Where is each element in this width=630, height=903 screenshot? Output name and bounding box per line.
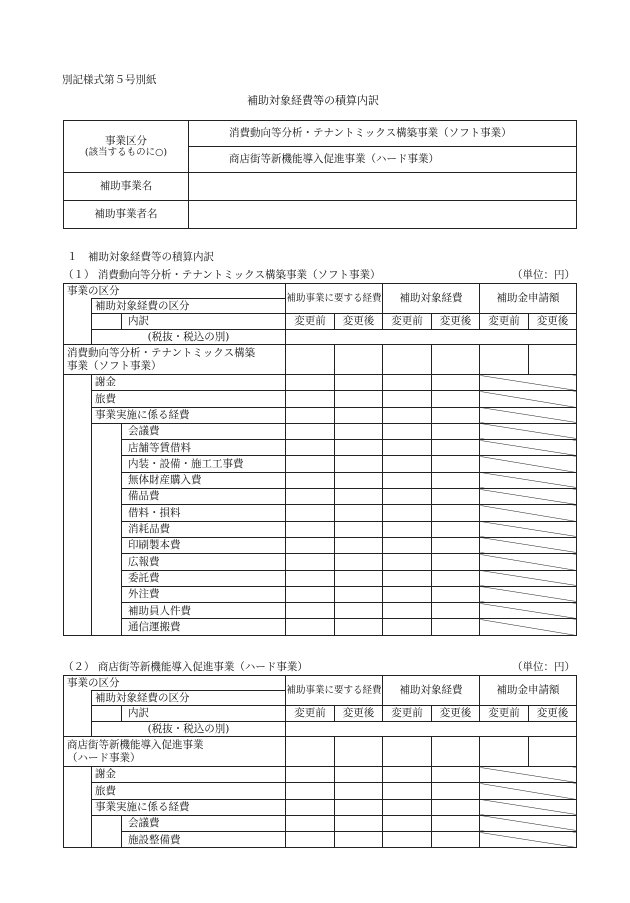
amount-cell[interactable] [432,783,480,799]
amount-cell[interactable] [335,521,383,537]
table-row [64,799,577,815]
amount-cell[interactable] [335,489,383,505]
table-row [64,586,577,602]
table-row [64,619,577,635]
amount-cell[interactable] [432,345,480,375]
header-required-cost: 補助事業に要する経費 [286,284,383,314]
amount-cell[interactable] [383,472,432,488]
table-row [64,423,577,439]
amount-cell[interactable] [432,391,480,407]
amount-cell[interactable] [335,423,383,439]
amount-cell[interactable] [335,456,383,472]
expense-sub-label: 施設整備費 [122,832,286,848]
table-row [64,815,577,831]
amount-cell[interactable] [383,505,432,521]
header-category: 事業の区分 [64,676,286,691]
expense-sub-label: 内装・設備・施工工事費 [122,456,286,472]
expense-sub-label: 委託費 [122,570,286,586]
table-row [64,440,577,456]
expense-label: 事業実施に係る経費 [92,407,286,423]
amount-cell[interactable] [335,737,383,767]
expense-sub-label: 消耗品費 [122,521,286,537]
amount-cell[interactable] [286,554,335,570]
amount-cell[interactable] [286,407,335,423]
header-before: 変更前 [286,706,335,722]
amount-cell[interactable] [432,619,480,635]
option-hard[interactable]: 商店街等新機能導入促進事業（ハード事業） [189,147,577,173]
amount-cell[interactable] [286,489,335,505]
table-row [64,603,577,619]
na-cell [480,505,577,521]
expense-label: 事業実施に係る経費 [92,799,286,815]
amount-cell[interactable] [432,586,480,602]
na-cell [480,832,577,848]
table-row [64,456,577,472]
na-cell [480,423,577,439]
table-row [64,783,577,799]
header-after: 変更後 [335,706,383,722]
table-row [64,521,577,537]
na-cell [480,472,577,488]
amount-cell[interactable] [432,815,480,831]
amount-cell[interactable] [335,783,383,799]
amount-cell[interactable] [335,505,383,521]
na-cell [480,440,577,456]
expense-sub-label: 印刷製本費 [122,537,286,553]
amount-cell[interactable] [529,345,577,375]
table-row [64,407,577,423]
header-tax-note: (税抜・税込の別) [92,330,286,345]
amount-cell[interactable] [383,407,432,423]
option-soft[interactable]: 消費動向等分析・テナントミックス構築事業（ソフト事業） [189,121,577,147]
amount-cell[interactable] [432,799,480,815]
header-category: 事業の区分 [64,284,286,299]
amount-cell[interactable] [432,737,480,767]
amount-cell[interactable] [383,554,432,570]
expense-label: 謝金 [92,767,286,783]
amount-cell[interactable] [335,619,383,635]
amount-cell[interactable] [335,603,383,619]
amount-cell[interactable] [383,737,432,767]
amount-cell[interactable] [335,537,383,553]
na-cell [480,375,577,391]
amount-cell[interactable] [335,472,383,488]
header-required-cost: 補助事業に要する経費 [286,676,383,706]
amount-cell[interactable] [335,832,383,848]
header-after: 変更後 [432,314,480,330]
business-name: 消費動向等分析・テナントミックス構築 事業（ソフト事業） [64,345,286,375]
expense-label: 謝金 [92,375,286,391]
document-title: 補助対象経費等の積算内訳 [247,94,379,107]
na-cell [480,603,577,619]
amount-cell[interactable] [335,391,383,407]
amount-cell[interactable] [335,407,383,423]
header-before: 変更前 [383,314,432,330]
form-label: 別記様式第５号別紙 [62,74,157,86]
amount-cell[interactable] [286,570,335,586]
expense-sub-label: 外注費 [122,586,286,602]
amount-cell[interactable] [286,423,335,439]
amount-cell[interactable] [383,521,432,537]
amount-cell[interactable] [432,767,480,783]
amount-cell[interactable] [432,603,480,619]
amount-cell[interactable] [286,440,335,456]
amount-cell[interactable] [286,472,335,488]
amount-cell[interactable] [383,586,432,602]
cost-table-hard [63,675,577,848]
expense-sub-label: 借料・損料 [122,505,286,521]
expense-sub-label: 備品費 [122,489,286,505]
amount-cell[interactable] [432,521,480,537]
expense-sub-label: 会議費 [122,815,286,831]
business-name: 商店街等新機能導入促進事業 （ハード事業） [64,737,286,767]
amount-cell[interactable] [432,832,480,848]
header-detail: 内訳 [122,706,286,722]
table-row [64,832,577,848]
amount-cell[interactable] [286,505,335,521]
amount-cell[interactable] [432,570,480,586]
amount-cell[interactable] [383,345,432,375]
amount-cell[interactable] [383,440,432,456]
na-cell [480,783,577,799]
amount-cell[interactable] [335,440,383,456]
table-row [64,391,577,407]
amount-cell[interactable] [383,783,432,799]
expense-sub-label: 通信運搬費 [122,619,286,635]
amount-cell[interactable] [286,767,335,783]
header-grant-request: 補助金申請額 [480,284,577,314]
amount-cell[interactable] [383,391,432,407]
amount-cell[interactable] [432,472,480,488]
amount-cell[interactable] [286,815,335,831]
table-row [64,537,577,553]
amount-cell[interactable] [286,832,335,848]
cost-table-soft [63,283,577,636]
section1-subheading: （１） 消費動向等分析・テナントミックス構築事業（ソフト事業） [63,269,381,281]
header-before: 変更前 [383,706,432,722]
amount-cell[interactable] [383,375,432,391]
table-row [64,472,577,488]
amount-cell[interactable] [335,799,383,815]
header-before: 変更前 [286,314,335,330]
amount-cell[interactable] [383,815,432,831]
section1-unit: （単位：円） [512,269,575,281]
amount-cell[interactable] [286,619,335,635]
business-type-cell [64,121,189,173]
na-cell [480,489,577,505]
na-cell [480,815,577,831]
amount-cell[interactable] [383,537,432,553]
na-cell [480,799,577,815]
na-cell [480,554,577,570]
expense-label: 旅費 [92,391,286,407]
table-row [64,570,577,586]
amount-cell[interactable] [286,783,335,799]
expense-label: 旅費 [92,783,286,799]
amount-cell[interactable] [432,423,480,439]
amount-cell[interactable] [480,737,529,767]
operator-field[interactable] [189,201,577,229]
header-tax-note: (税抜・税込の別) [92,722,286,737]
na-cell [480,767,577,783]
header-expense-category: 補助対象経費の区分 [92,691,286,706]
amount-cell[interactable] [432,505,480,521]
table-row [64,375,577,391]
amount-cell[interactable] [383,570,432,586]
project-name-field[interactable] [189,173,577,201]
header-detail: 内訳 [122,314,286,330]
operator-label: 補助事業者名 [64,201,189,229]
expense-sub-label: 会議費 [122,423,286,439]
amount-cell[interactable] [286,537,335,553]
amount-cell[interactable] [432,489,480,505]
amount-cell[interactable] [383,456,432,472]
header-before: 変更前 [480,314,529,330]
amount-cell[interactable] [383,799,432,815]
amount-cell[interactable] [286,603,335,619]
amount-cell[interactable] [383,603,432,619]
amount-cell[interactable] [286,375,335,391]
amount-cell[interactable] [286,521,335,537]
amount-cell[interactable] [335,554,383,570]
business-type-note: (該当するものに○) [84,147,168,159]
amount-cell[interactable] [286,737,335,767]
header-after: 変更後 [335,314,383,330]
amount-cell[interactable] [335,375,383,391]
amount-cell[interactable] [335,767,383,783]
amount-cell[interactable] [480,345,529,375]
section2-unit: （単位：円） [512,661,575,673]
project-name-label: 補助事業名 [64,173,189,201]
na-cell [480,586,577,602]
amount-cell[interactable] [383,767,432,783]
header-after: 変更後 [432,706,480,722]
na-cell [480,391,577,407]
expense-sub-label: 無体財産購入費 [122,472,286,488]
header-after: 変更後 [529,314,577,330]
na-cell [480,619,577,635]
na-cell [480,570,577,586]
amount-cell[interactable] [286,391,335,407]
header-grant-request: 補助金申請額 [480,676,577,706]
na-cell [480,521,577,537]
amount-cell[interactable] [335,815,383,831]
table-row [64,554,577,570]
header-expense-category: 補助対象経費の区分 [92,299,286,314]
amount-cell[interactable] [383,489,432,505]
amount-cell[interactable] [286,799,335,815]
expense-sub-label: 店舗等賃借料 [122,440,286,456]
amount-cell[interactable] [383,832,432,848]
amount-cell[interactable] [286,345,335,375]
header-eligible-cost: 補助対象経費 [383,284,480,314]
table-row [64,489,577,505]
amount-cell[interactable] [335,345,383,375]
header-after: 変更後 [529,706,577,722]
amount-cell[interactable] [335,586,383,602]
amount-cell[interactable] [286,456,335,472]
na-cell [480,537,577,553]
amount-cell[interactable] [432,407,480,423]
na-cell [480,407,577,423]
amount-cell[interactable] [432,537,480,553]
na-cell [480,456,577,472]
amount-cell[interactable] [432,375,480,391]
table-row [64,505,577,521]
amount-cell[interactable] [383,423,432,439]
amount-cell[interactable] [286,586,335,602]
amount-cell[interactable] [529,737,577,767]
expense-sub-label: 広報費 [122,554,286,570]
amount-cell[interactable] [432,456,480,472]
amount-cell[interactable] [383,619,432,635]
amount-cell[interactable] [432,554,480,570]
table-row [64,767,577,783]
business-type-label: 事業区分 [105,134,147,147]
section2-subheading: （２） 商店街等新機能導入促進事業（ハード事業） [63,661,308,673]
info-table [63,120,577,229]
section1-heading: １ 補助対象経費等の積算内訳 [67,251,214,263]
amount-cell[interactable] [432,440,480,456]
amount-cell[interactable] [335,570,383,586]
header-before: 変更前 [480,706,529,722]
header-eligible-cost: 補助対象経費 [383,676,480,706]
expense-sub-label: 補助員人件費 [122,603,286,619]
